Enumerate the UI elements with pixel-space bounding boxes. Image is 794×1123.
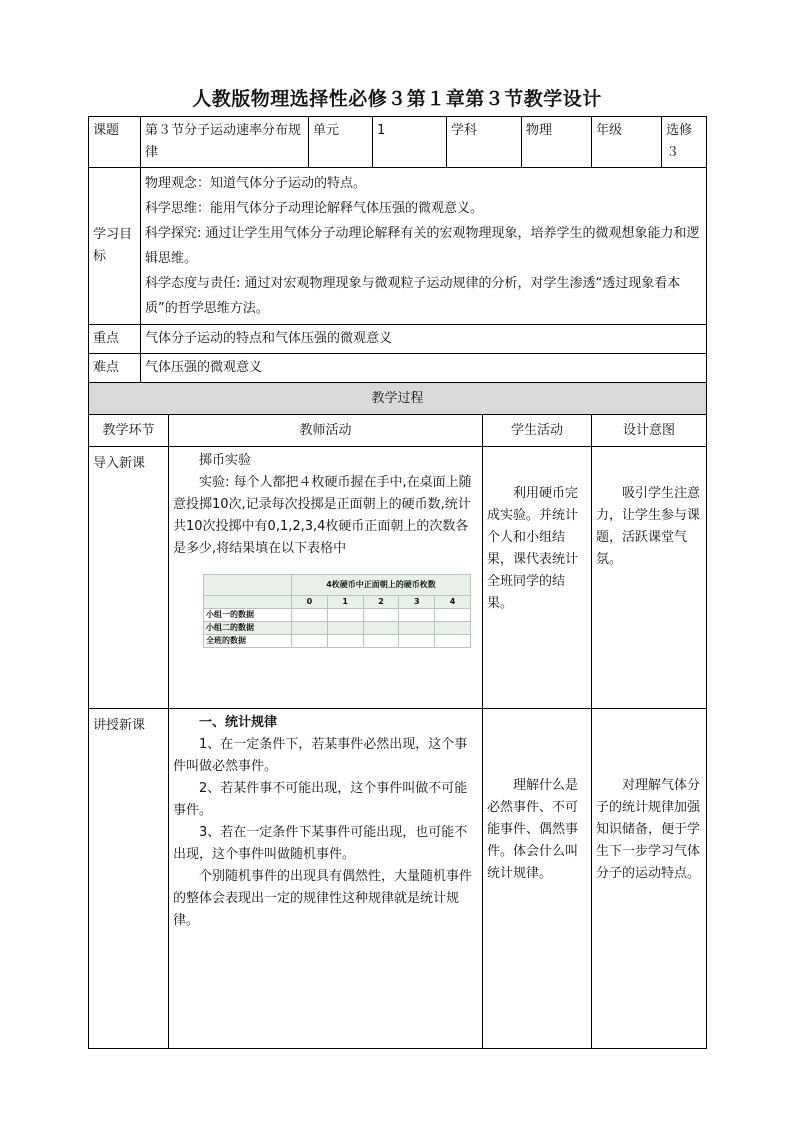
document-title: 人教版物理选择性必修３第１章第３节教学设计 — [192, 88, 602, 110]
unit-label: 单元 — [309, 117, 373, 168]
teacher-line: 2、若某件事不可能出现，这个事件叫做不可能事件。 — [173, 781, 468, 818]
coin-col-header: 0 — [292, 596, 328, 609]
process-header-row — [89, 415, 707, 447]
process-title: 教学过程 — [89, 383, 707, 415]
teacher-line: 1、在一定条件下，若某事件必然出现，这个事件叫做必然事件。 — [173, 737, 468, 774]
goals-content — [141, 168, 707, 325]
lesson-plan-table — [88, 116, 707, 1049]
difficult-point-value: 气体压强的微观意义 — [141, 354, 707, 383]
coin-col-header: 4 — [435, 596, 471, 609]
difficult-point-label: 难点 — [89, 354, 141, 383]
subject-label: 学科 — [447, 117, 522, 168]
goals-label: 学习目标 — [89, 168, 141, 325]
stage-lecture: 讲授新课 — [89, 709, 169, 1049]
key-point-label: 重点 — [89, 325, 141, 354]
coin-row-label: 小组一的数据 — [204, 609, 292, 622]
goal-item: 科学态度与责任: 通过对宏观物理现象与微观粒子运动规律的分析，对学生渗透“透过现象看本质”的哲学思维方法。 — [145, 276, 681, 316]
coin-row-label: 小组二的数据 — [204, 622, 292, 635]
coin-table-image — [203, 574, 471, 648]
subject-value: 物理 — [522, 117, 592, 168]
goals-row — [89, 168, 707, 325]
teacher-line: 个别随机事件的出现具有偶然性，大量随机事件的整体会表现出一定的规律性这种规律就是统计规律。 — [173, 869, 473, 928]
process-row-lecture — [89, 709, 707, 1049]
coin-col-header: 1 — [327, 596, 363, 609]
topic-label: 课题 — [89, 117, 141, 168]
section-heading: 一、统计规律 — [199, 715, 278, 730]
goal-item: 科学思维：能用气体分子动理论解释气体压强的微观意义。 — [145, 201, 484, 216]
topic-value: 第３节分子运动速率分布规律 — [141, 117, 309, 168]
teacher-line: 3、若在一定条件下某事件可能出现，也可能不出现，这个事件叫做随机事件。 — [173, 825, 468, 862]
teacher-activity-lecture — [169, 709, 483, 1049]
process-row-intro — [89, 447, 707, 709]
header-stage: 教学环节 — [89, 415, 169, 447]
coin-table-title: 4枚硬币中正面朝上的硬币枚数 — [292, 575, 471, 596]
design-intent-lecture: 对理解气体分子的统计规律加强知识储备，便于学生下一步学习气体分子的运动特点。 — [592, 709, 707, 1049]
teacher-line: 掷币实验 — [199, 453, 252, 468]
header-student: 学生活动 — [483, 415, 592, 447]
header-row — [89, 117, 707, 168]
goal-item: 科学探究: 通过让学生用气体分子动理论解释有关的宏观物理现象，培养学生的微观想象能力和逻辑思维。 — [145, 226, 700, 266]
design-intent-intro: 吸引学生注意力，让学生参与课题，活跃课堂气氛。 — [592, 447, 707, 709]
teacher-activity-intro — [169, 447, 483, 709]
goal-item: 物理观念：知道气体分子运动的特点。 — [145, 176, 367, 191]
student-activity-lecture: 理解什么是必然事件、不可能事件、偶然事件。体会什么叫统计规律。 — [483, 709, 592, 1049]
coin-col-header: 2 — [363, 596, 399, 609]
header-teacher: 教师活动 — [169, 415, 483, 447]
key-point-row — [89, 325, 707, 354]
coin-col-header: 3 — [399, 596, 435, 609]
key-point-value: 气体分子运动的特点和气体压强的微观意义 — [141, 325, 707, 354]
grade-value: 选修３ — [662, 117, 707, 168]
coin-result-table — [203, 574, 471, 648]
stage-intro: 导入新课 — [89, 447, 169, 709]
teacher-line: 实验: 每个人都把４枚硬币握在手中,在桌面上随意投掷10次,记录每次投掷是正面朝上的硬币数,统计共10次投掷中有0,1,2,3,4枚硬币正面朝上的次数各是多少,将结果填在以下表格中 — [173, 475, 472, 556]
difficult-point-row — [89, 354, 707, 383]
header-intent: 设计意图 — [592, 415, 707, 447]
coin-row-label: 全班的数据 — [204, 635, 292, 648]
unit-value: 1 — [373, 117, 447, 168]
grade-label: 年级 — [592, 117, 662, 168]
student-activity-intro: 利用硬币完成实验。并统计个人和小组结果，课代表统计全班同学的结果。 — [483, 447, 592, 709]
process-title-row — [89, 383, 707, 415]
